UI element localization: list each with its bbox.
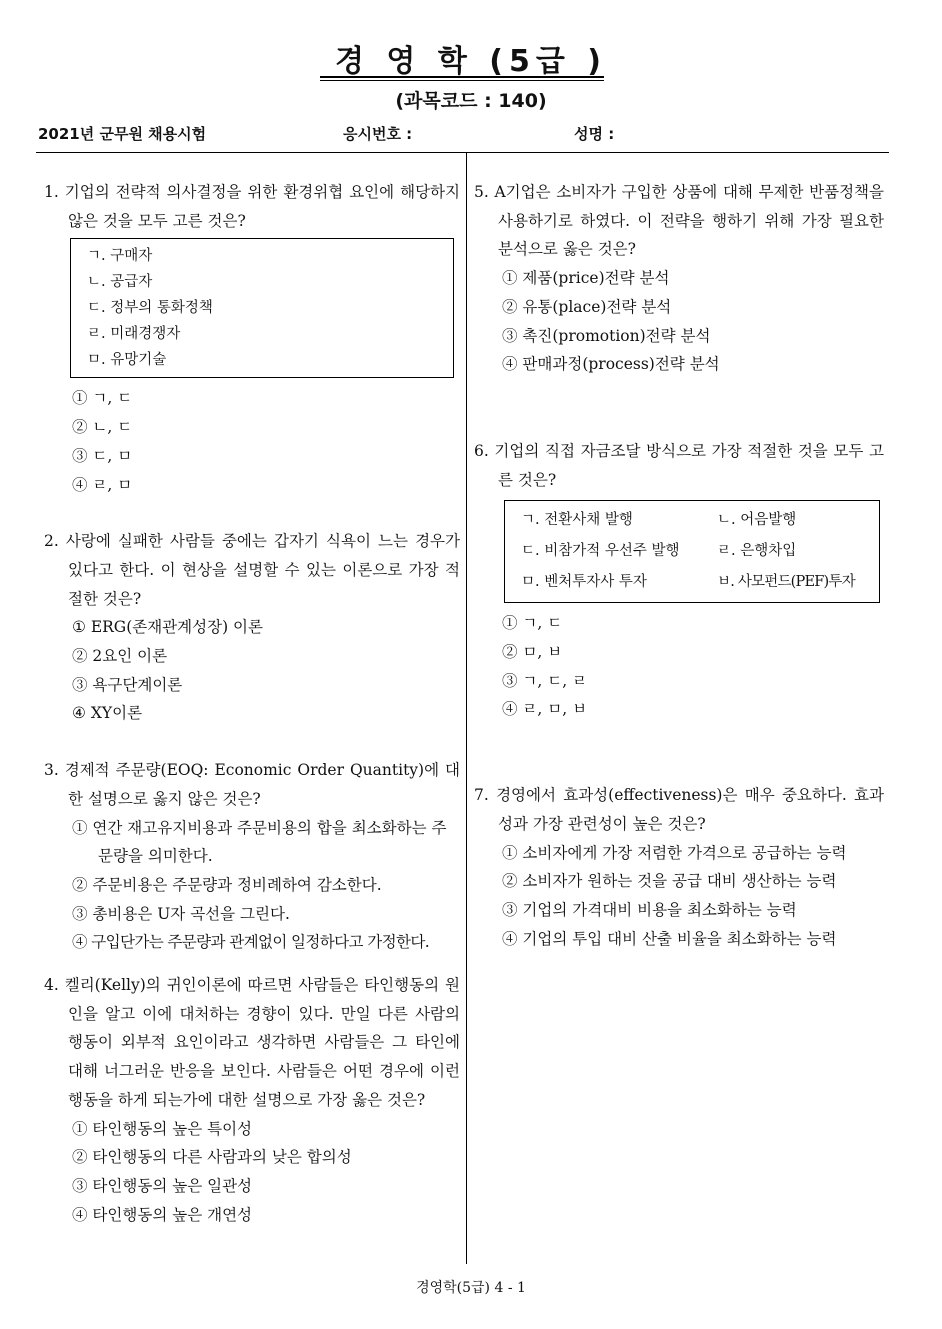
page-footer: 경영학(5급) 4 - 1 xyxy=(416,1280,526,1296)
title-underline-thin xyxy=(320,80,604,81)
option-2: ② 주문비용은 주문량과 정비례하여 감소한다. xyxy=(72,875,382,894)
title-underline xyxy=(320,76,604,78)
option-2: ② ㅁ, ㅂ xyxy=(502,643,563,662)
column-divider xyxy=(466,152,467,1264)
option-3: ③ 촉진(promotion)전략 분석 xyxy=(502,326,711,345)
option-2: ② 타인행동의 다른 사람과의 낮은 합의성 xyxy=(72,1148,352,1167)
box-item: ㄴ. 어음발행 xyxy=(717,512,797,529)
exam-title: 경 영 학 (5급 ) xyxy=(335,44,607,79)
option-1: ① 타인행동의 높은 특이성 xyxy=(72,1119,253,1138)
option-2: ② 소비자가 원하는 것을 공급 대비 생산하는 능력 xyxy=(502,872,837,891)
question-6 xyxy=(474,437,884,724)
option-3: ③ ㄱ, ㄷ, ㄹ xyxy=(502,671,588,690)
question-3 xyxy=(44,756,460,957)
question-stem: 2. 사랑에 실패한 사람들 중에는 갑자기 식욕이 느는 경우가 있다고 한다. 이 현상을 설명할 수 있는 이론으로 가장 적절한 것은? xyxy=(44,532,460,608)
option-1: ① ERG(존재관계성장) 이론 xyxy=(72,618,263,637)
right-column xyxy=(474,178,884,953)
box-item: ㅁ. 유망기술 xyxy=(87,352,167,369)
option-1: ① ㄱ, ㄷ xyxy=(72,389,133,408)
box-item: ㅂ. 사모펀드(PEF)투자 xyxy=(717,574,855,591)
option-1: ① ㄱ, ㄷ xyxy=(502,614,563,633)
box-item: ㄹ. 은행차입 xyxy=(717,543,797,560)
left-column xyxy=(44,178,460,1229)
option-3: ③ 타인행동의 높은 일관성 xyxy=(72,1176,253,1195)
exam-name: 2021년 군무원 채용시험 xyxy=(38,125,207,143)
option-3: ③ 기업의 가격대비 비용을 최소화하는 능력 xyxy=(502,900,797,919)
box-item: ㅁ. 벤처투자사 투자 xyxy=(521,574,647,591)
option-4: ④ 구입단가는 주문량과 관계없이 일정하다고 가정한다. xyxy=(72,933,430,952)
option-3: ③ ㄷ, ㅁ xyxy=(72,446,133,465)
subject-code: (과목코드 : 140) xyxy=(395,90,547,112)
box-item: ㄹ. 미래경쟁자 xyxy=(87,326,181,343)
exam-number-label: 응시번호 : xyxy=(343,125,413,143)
question-4 xyxy=(44,971,460,1229)
question-1 xyxy=(44,178,460,499)
option-2: ② ㄴ, ㄷ xyxy=(72,418,133,437)
option-4: ④ 판매과정(process)전략 분석 xyxy=(502,355,720,374)
header-divider xyxy=(36,152,889,153)
option-3: ③ 총비용은 U자 곡선을 그린다. xyxy=(72,904,290,923)
option-1: ① 제품(price)전략 분석 xyxy=(502,269,670,288)
box-item: ㄴ. 공급자 xyxy=(87,274,153,291)
choice-box xyxy=(70,238,454,378)
option-3: ③ 욕구단계이론 xyxy=(72,675,183,694)
question-stem: 3. 경제적 주문량(EOQ: Economic Order Quantity)에 대한 설명으로 옳지 않은 것은? xyxy=(44,761,460,808)
name-label: 성명 : xyxy=(574,125,615,143)
option-1: ① 소비자에게 가장 저렴한 가격으로 공급하는 능력 xyxy=(502,843,847,862)
box-item: ㄱ. 전환사채 발행 xyxy=(521,512,633,529)
question-stem: 5. A기업은 소비자가 구입한 상품에 대해 무제한 반품정책을 사용하기로 하였다. 이 전략을 행하기 위해 가장 필요한 분석으로 옳은 것은? xyxy=(474,183,884,259)
box-item: ㄷ. 정부의 통화정책 xyxy=(87,300,213,317)
question-stem: 6. 기업의 직접 자금조달 방식으로 가장 적절한 것을 모두 고른 것은? xyxy=(474,441,884,489)
box-item: ㄷ. 비참가적 우선주 발행 xyxy=(521,543,680,560)
option-4: ④ ㄹ, ㅁ xyxy=(72,475,133,494)
option-2: ② 유통(place)전략 분석 xyxy=(502,297,672,316)
option-2: ② 2요인 이론 xyxy=(72,647,168,666)
option-4: ④ 기업의 투입 대비 산출 비율을 최소화하는 능력 xyxy=(502,929,837,948)
question-stem: 7. 경영에서 효과성(effectiveness)은 매우 중요하다. 효과성과 가장 관련성이 높은 것은? xyxy=(474,786,884,833)
choice-box xyxy=(504,500,880,603)
question-stem: 4. 켈리(Kelly)의 귀인이론에 따르면 사람들은 타인행동의 원인을 알고 이에 대처하는 경향이 있다. 만일 다른 사람의 행동이 외부적 요인이라고 생각하면 사람들은 그 타인에 대해 너그러운 반응을 보인다. 사람들은 어떤 경우에 이런 행동을 하게 되는가에 대한 설명으로 가장 옳은 것은? xyxy=(44,976,460,1109)
option-4: ④ 타인행동의 높은 개연성 xyxy=(72,1205,253,1224)
option-4: ④ ㄹ, ㅁ, ㅂ xyxy=(502,700,588,719)
box-item: ㄱ. 구매자 xyxy=(87,248,153,265)
option-4: ④ XY이론 xyxy=(72,704,143,723)
question-5 xyxy=(474,178,884,379)
question-2 xyxy=(44,527,460,728)
question-7 xyxy=(474,781,884,953)
option-1: ① 연간 재고유지비용과 주문비용의 합을 최소화하는 주문량을 의미한다. xyxy=(72,818,447,866)
question-stem: 1. 기업의 전략적 의사결정을 위한 환경위협 요인에 해당하지 않은 것을 모두 고른 것은? xyxy=(44,183,460,230)
